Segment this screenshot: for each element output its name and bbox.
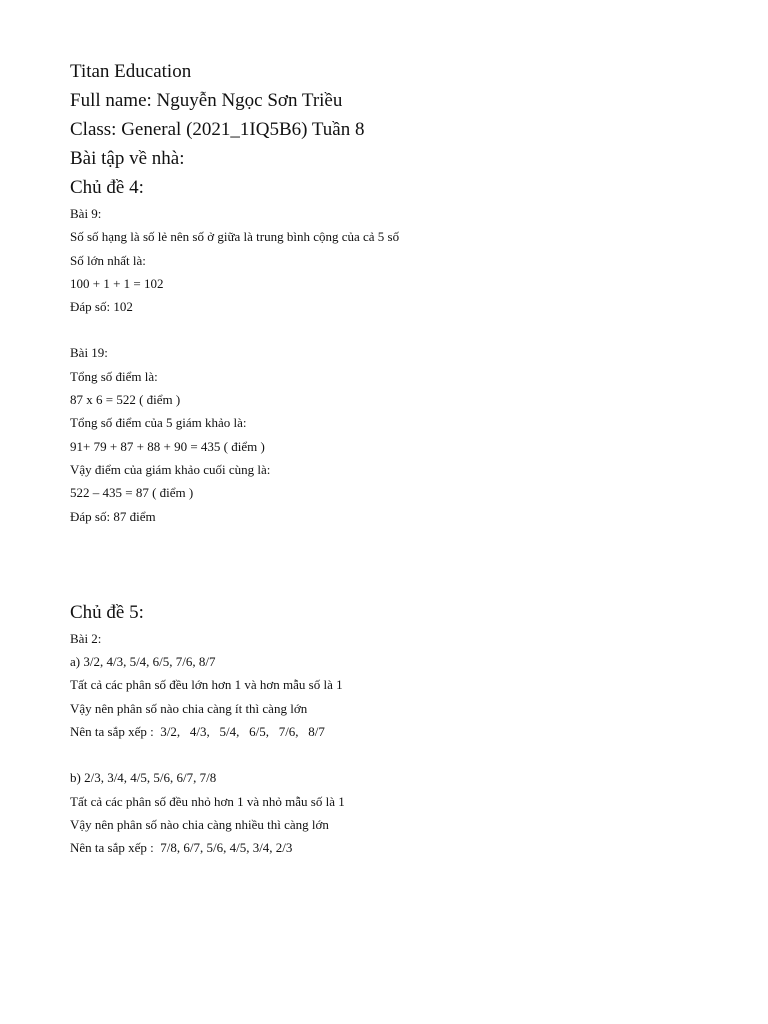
text-line: Tất cả các phân số đều nhỏ hơn 1 và nhỏ mẫu số là 1	[70, 793, 345, 809]
text-line: 522 – 435 = 87 ( điểm )	[70, 485, 194, 501]
text-line: Bài 19:	[70, 345, 108, 361]
text-line: Nên ta sắp xếp : 3/2, 4/3, 5/4, 6/5, 7/6, 8/7	[70, 724, 325, 740]
text-line: Tất cả các phân số đều lớn hơn 1 và hơn mẫu số là 1	[70, 677, 343, 693]
text-line: Vậy nên phân số nào chia càng nhiều thì càng lớn	[70, 816, 329, 832]
text-line: 87 x 6 = 522 ( điểm )	[70, 392, 181, 408]
text-line: Bài 2:	[70, 630, 102, 646]
class-line: Class: General (2021_1IQ5B6) Tuần 8	[70, 119, 365, 140]
text-line: Tổng số điểm của 5 giám khảo là:	[70, 415, 247, 431]
bai2b-section	[70, 766, 750, 859]
text-line: 100 + 1 + 1 = 102	[70, 275, 164, 291]
text-line: Tổng số điểm là:	[70, 368, 158, 384]
text-line: Số số hạng là số lẻ nên số ở giữa là trung bình cộng của cả 5 số	[70, 229, 400, 245]
topic4-heading: Chủ đề 4:	[70, 177, 144, 198]
text-line: Bài 9:	[70, 206, 102, 221]
text-line: a) 3/2, 4/3, 5/4, 6/5, 7/6, 8/7	[70, 654, 216, 670]
text-line: Đáp số: 87 điểm	[70, 508, 156, 524]
bai2a-section	[70, 627, 750, 743]
bai9-section	[70, 202, 750, 318]
text-line: Đáp số: 102	[70, 299, 133, 315]
topic5-heading: Chủ đề 5:	[70, 601, 144, 623]
text-line: Nên ta sắp xếp : 7/8, 6/7, 5/6, 4/5, 3/4, 2/3	[70, 840, 293, 856]
student-full-name: Full name: Nguyễn Ngọc Sơn Triều	[70, 90, 343, 111]
text-line: Vậy nên phân số nào chia càng ít thì càng lớn	[70, 700, 308, 716]
text-line: Số lớn nhất là:	[70, 252, 146, 268]
document-body	[70, 57, 750, 860]
text-line: 91+ 79 + 87 + 88 + 90 = 435 ( điểm )	[70, 438, 265, 454]
text-line: b) 2/3, 3/4, 4/5, 5/6, 6/7, 7/8	[70, 770, 217, 786]
homework-heading: Bài tập về nhà:	[70, 148, 185, 169]
school-name: Titan Education	[70, 61, 192, 82]
bai19-section	[70, 341, 750, 527]
text-line: Vậy điểm của giám khảo cuối cùng là:	[70, 461, 271, 477]
